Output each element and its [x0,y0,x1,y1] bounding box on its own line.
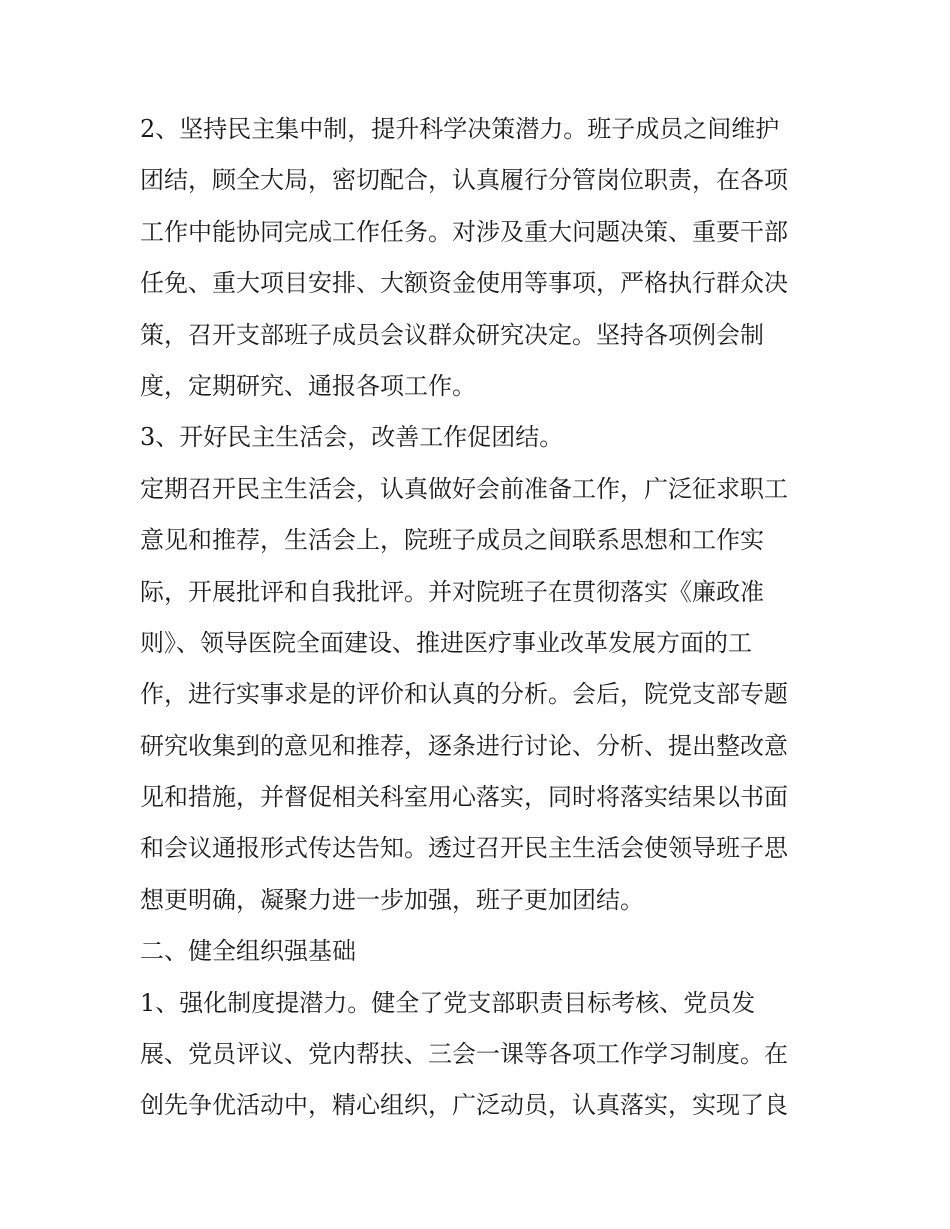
section-heading: 二、健全组织强基础 [140,937,356,966]
text-line: 展、党员评议、党内帮扶、三会一课等各项工作学习制度。在 [140,1040,788,1069]
text-line: 1、强化制度提潜力。健全了党支部职责目标考核、党员发 [140,988,756,1017]
text-line: 团结，顾全大局，密切配合，认真履行分管岗位职责，在各项 [140,166,788,195]
text-line: 策，召开支部班子成员会议群众研究决定。坚持各项例会制 [140,320,764,349]
section-heading: 3、开好民主生活会，改善工作促团结。 [140,423,564,452]
text-line: 度，定期研究、通报各项工作。 [140,371,476,400]
text-line: 定期召开民主生活会，认真做好会前准备工作，广泛征求职工 [140,474,788,503]
text-line: 工作中能协同完成工作任务。对涉及重大问题决策、重要干部 [140,217,788,246]
text-line: 见和措施，并督促相关科室用心落实，同时将落实结果以书面 [140,783,788,812]
text-line: 和会议通报形式传达告知。透过召开民主生活会使领导班子思 [140,834,788,863]
text-line: 际，开展批评和自我批评。并对院班子在贯彻落实《廉政准 [140,577,764,606]
text-line: 作，进行实事求是的评价和认真的分析。会后，院党支部专题 [140,680,788,709]
text-line: 想更明确，凝聚力进一步加强，班子更加团结。 [140,885,644,914]
document-body [140,104,820,1132]
text-line: 意见和推荐，生活会上，院班子成员之间联系思想和工作实 [140,526,764,555]
text-line: 2、坚持民主集中制，提升科学决策潜力。班子成员之间维护 [140,115,780,143]
text-line: 研究收集到的意见和推荐，逐条进行讨论、分析、提出整改意 [140,731,788,760]
text-line: 任免、重大项目安排、大额资金使用等事项，严格执行群众决 [140,269,788,298]
text-line: 创先争优活动中，精心组织，广泛动员，认真落实，实现了良 [140,1091,788,1120]
text-line: 则》、领导医院全面建设、推进医疗事业改革发展方面的工 [140,628,752,657]
